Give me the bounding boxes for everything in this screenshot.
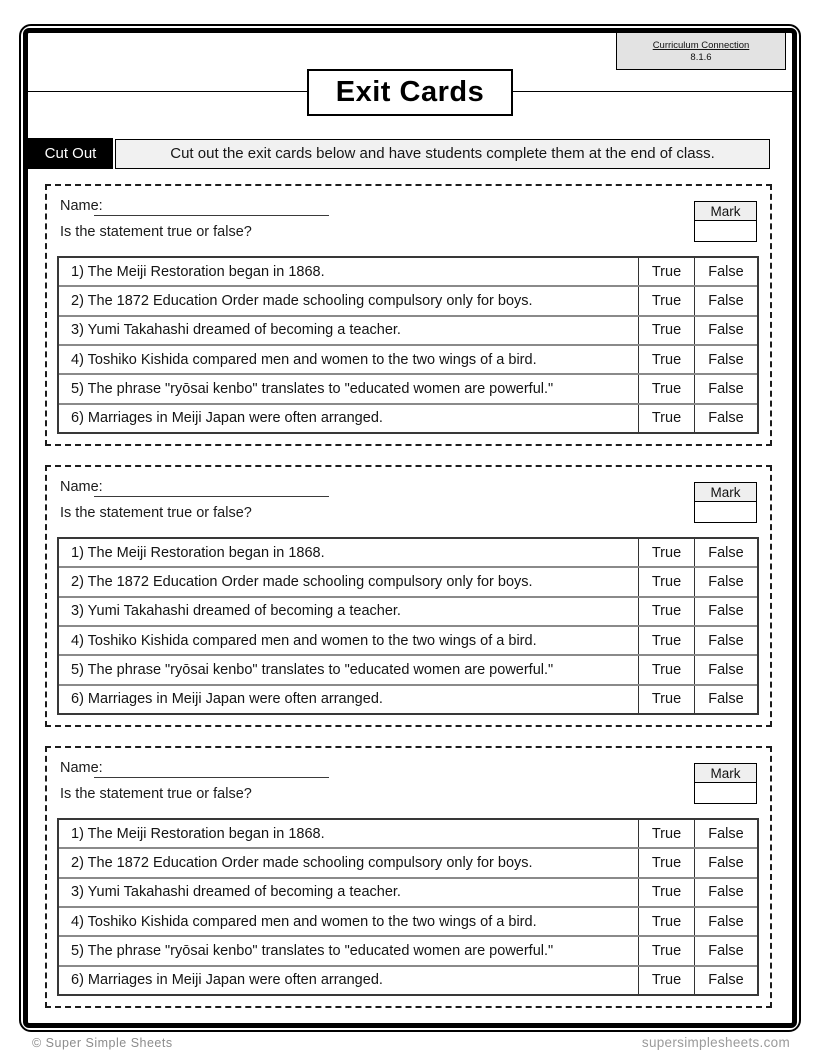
curriculum-connection-label: Curriculum Connection	[652, 39, 750, 51]
table-row	[59, 965, 757, 994]
table-row	[59, 625, 757, 654]
statement-text: 3) Yumi Takahashi dreamed of becoming a teacher.	[71, 884, 401, 901]
true-option[interactable]: True	[638, 539, 694, 566]
statement-text: 5) The phrase "ryōsai kenbo" translates to "educated women are powerful."	[71, 661, 554, 678]
mark-input-cell[interactable]	[694, 221, 757, 242]
title-box	[307, 69, 513, 116]
table-row	[59, 373, 757, 402]
statement-text: 4) Toshiko Kishida compared men and women to the two wings of a bird.	[71, 913, 537, 930]
true-option[interactable]: True	[638, 879, 694, 906]
false-option[interactable]: False	[694, 820, 757, 847]
statement-text: 1) The Meiji Restoration began in 1868.	[71, 263, 325, 280]
name-input-line[interactable]	[94, 199, 329, 216]
exit-card	[45, 746, 772, 1008]
false-option[interactable]: False	[694, 598, 757, 625]
true-option[interactable]: True	[638, 627, 694, 654]
true-option[interactable]: True	[638, 908, 694, 935]
table-row	[59, 820, 757, 847]
page-content	[28, 33, 792, 1023]
table-row	[59, 684, 757, 713]
false-option[interactable]: False	[694, 879, 757, 906]
table-row	[59, 877, 757, 906]
statement-table	[57, 256, 759, 434]
true-option[interactable]: True	[638, 686, 694, 713]
false-option[interactable]: False	[694, 405, 757, 432]
statement-text: 2) The 1872 Education Order made schooling compulsory only for boys.	[71, 573, 533, 590]
false-option[interactable]: False	[694, 287, 757, 314]
true-option[interactable]: True	[638, 346, 694, 373]
false-option[interactable]: False	[694, 317, 757, 344]
statement-text: 1) The Meiji Restoration began in 1868.	[71, 544, 325, 561]
false-option[interactable]: False	[694, 258, 757, 285]
table-row	[59, 654, 757, 683]
false-option[interactable]: False	[694, 686, 757, 713]
statement-text: 3) Yumi Takahashi dreamed of becoming a teacher.	[71, 322, 401, 339]
footer-copyright: © Super Simple Sheets	[32, 1036, 173, 1050]
prompt-label: Is the statement true or false?	[60, 505, 252, 521]
false-option[interactable]: False	[694, 375, 757, 402]
true-option[interactable]: True	[638, 258, 694, 285]
true-option[interactable]: True	[638, 405, 694, 432]
mark-input-cell[interactable]	[694, 502, 757, 523]
page-frame	[19, 24, 801, 1032]
statement-text: 2) The 1872 Education Order made schooling compulsory only for boys.	[71, 854, 533, 871]
statement-text: 6) Marriages in Meiji Japan were often arranged.	[71, 410, 383, 427]
table-row	[59, 847, 757, 876]
false-option[interactable]: False	[694, 849, 757, 876]
table-row	[59, 258, 757, 285]
false-option[interactable]: False	[694, 627, 757, 654]
name-label: Name:	[60, 198, 103, 214]
true-option[interactable]: True	[638, 375, 694, 402]
statement-text: 6) Marriages in Meiji Japan were often arranged.	[71, 691, 383, 708]
false-option[interactable]: False	[694, 656, 757, 683]
statement-text: 2) The 1872 Education Order made schooling compulsory only for boys.	[71, 292, 533, 309]
mark-header: Mark	[694, 482, 757, 502]
table-row	[59, 596, 757, 625]
name-label: Name:	[60, 760, 103, 776]
true-option[interactable]: True	[638, 937, 694, 964]
table-row	[59, 315, 757, 344]
table-row	[59, 285, 757, 314]
statement-text: 5) The phrase "ryōsai kenbo" translates to "educated women are powerful."	[71, 942, 554, 959]
mark-header: Mark	[694, 201, 757, 221]
table-row	[59, 403, 757, 432]
table-row	[59, 935, 757, 964]
statement-table	[57, 818, 759, 996]
true-option[interactable]: True	[638, 568, 694, 595]
statement-text: 4) Toshiko Kishida compared men and women to the two wings of a bird.	[71, 632, 537, 649]
true-option[interactable]: True	[638, 287, 694, 314]
exit-card	[45, 184, 772, 446]
mark-box	[694, 201, 757, 242]
page-frame-inner	[23, 28, 797, 1028]
false-option[interactable]: False	[694, 539, 757, 566]
true-option[interactable]: True	[638, 656, 694, 683]
true-option[interactable]: True	[638, 317, 694, 344]
cut-out-instruction: Cut out the exit cards below and have students complete them at the end of class.	[115, 139, 770, 169]
mark-box	[694, 763, 757, 804]
table-row	[59, 539, 757, 566]
table-row	[59, 906, 757, 935]
table-row	[59, 566, 757, 595]
name-label: Name:	[60, 479, 103, 495]
statement-text: 3) Yumi Takahashi dreamed of becoming a teacher.	[71, 603, 401, 620]
statement-text: 5) The phrase "ryōsai kenbo" translates to "educated women are powerful."	[71, 380, 554, 397]
statement-text: 6) Marriages in Meiji Japan were often arranged.	[71, 972, 383, 989]
name-input-line[interactable]	[94, 761, 329, 778]
prompt-label: Is the statement true or false?	[60, 786, 252, 802]
false-option[interactable]: False	[694, 568, 757, 595]
false-option[interactable]: False	[694, 937, 757, 964]
false-option[interactable]: False	[694, 346, 757, 373]
statement-text: 4) Toshiko Kishida compared men and women to the two wings of a bird.	[71, 351, 537, 368]
mark-header: Mark	[694, 763, 757, 783]
true-option[interactable]: True	[638, 967, 694, 994]
prompt-label: Is the statement true or false?	[60, 224, 252, 240]
cards	[28, 33, 792, 1023]
true-option[interactable]: True	[638, 598, 694, 625]
cut-out-label: Cut Out	[28, 138, 113, 169]
false-option[interactable]: False	[694, 908, 757, 935]
curriculum-code: 8.1.6	[690, 51, 712, 63]
mark-input-cell[interactable]	[694, 783, 757, 804]
true-option[interactable]: True	[638, 849, 694, 876]
table-row	[59, 344, 757, 373]
page-title: Exit Cards	[335, 76, 485, 108]
mark-box	[694, 482, 757, 523]
false-option[interactable]: False	[694, 967, 757, 994]
name-input-line[interactable]	[94, 480, 329, 497]
exit-card	[45, 465, 772, 727]
statement-text: 1) The Meiji Restoration began in 1868.	[71, 825, 325, 842]
statement-table	[57, 537, 759, 715]
true-option[interactable]: True	[638, 820, 694, 847]
footer-website: supersimplesheets.com	[641, 1035, 790, 1050]
